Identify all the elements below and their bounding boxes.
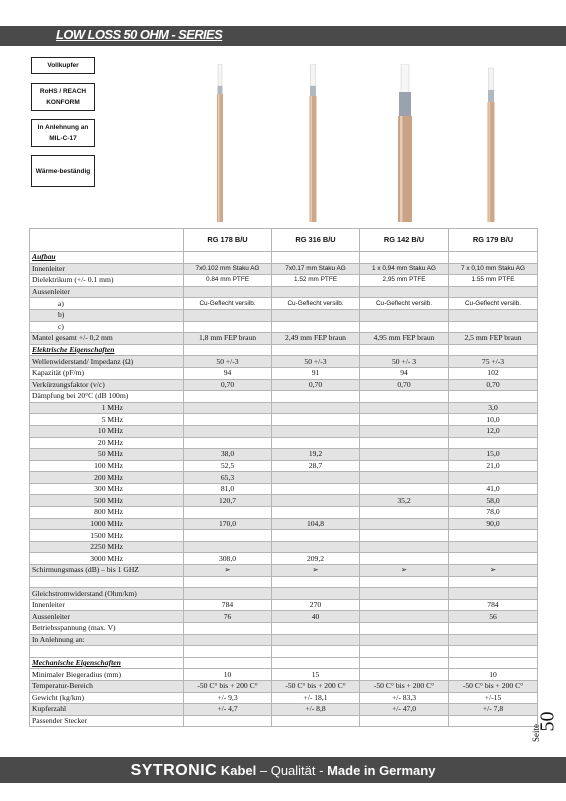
table-cell: 3,0 — [449, 402, 538, 414]
table-cell — [272, 391, 360, 403]
table-cell — [360, 391, 449, 403]
table-cell — [449, 344, 538, 356]
table-cell: 784 — [184, 599, 272, 611]
footer-text — [0, 762, 566, 780]
table-cell: +/- 83,3 — [360, 692, 449, 704]
table-cell — [184, 634, 272, 646]
table-cell: 120,7 — [184, 495, 272, 507]
table-cell: 2,95 mm PTFE — [360, 275, 449, 287]
row-label: a) — [30, 298, 184, 310]
table-cell: -50 C° bis + 200 C° — [360, 680, 449, 692]
row-label: Elektrische Eigenschaften — [30, 344, 184, 356]
table-cell — [184, 507, 272, 519]
table-row — [30, 460, 538, 472]
table-row — [30, 565, 538, 577]
table-row — [30, 704, 538, 716]
table-row — [30, 275, 538, 287]
table-cell — [449, 437, 538, 449]
row-label: Passender Stecker — [30, 715, 184, 727]
row-label: Temperatur-Bereich — [30, 680, 184, 692]
table-cell — [184, 252, 272, 264]
table-row — [30, 286, 538, 298]
table-cell: 50 +/-3 — [272, 356, 360, 368]
row-label: 800 MHz — [30, 507, 184, 519]
table-cell: 308,0 — [184, 553, 272, 565]
row-label: 2250 MHz — [30, 541, 184, 553]
row-label: Minimaler Biegeradius (mm) — [30, 669, 184, 681]
table-cell: 7 x 0,10 mm Staku AG — [449, 263, 538, 275]
table-row — [30, 588, 538, 600]
column-header-rg142: RG 142 B/U — [360, 229, 449, 252]
label-box-rohs: RoHS / REACH KONFORM — [31, 83, 95, 111]
table-cell — [360, 576, 449, 588]
table-cell — [272, 576, 360, 588]
table-row — [30, 379, 538, 391]
table-cell: 65,3 — [184, 472, 272, 484]
row-label: 10 MHz — [30, 425, 184, 437]
table-cell — [272, 425, 360, 437]
table-cell: +/- 9,3 — [184, 692, 272, 704]
label-box-mil: In Anlehnung an MIL-C-17 — [31, 119, 95, 147]
table-cell: 94 — [360, 367, 449, 379]
table-cell — [360, 623, 449, 635]
table-cell: 50 +/- 3 — [360, 356, 449, 368]
cable-image-rg142 — [393, 64, 417, 224]
table-cell: 2,5 mm FEP braun — [449, 333, 538, 345]
table-cell — [184, 402, 272, 414]
table-cell: 52,5 — [184, 460, 272, 472]
cable-image-rg178 — [213, 64, 227, 224]
table-cell: 0,70 — [184, 379, 272, 391]
row-label: 20 MHz — [30, 437, 184, 449]
table-cell — [272, 623, 360, 635]
section-header-row — [30, 344, 538, 356]
table-cell: Cu-Geflecht versilb. — [360, 298, 449, 310]
table-row — [30, 530, 538, 542]
table-cell: 15 — [272, 669, 360, 681]
footer-made-in-germany: Made in Germany — [327, 763, 436, 778]
table-row — [30, 692, 538, 704]
row-label: Gleichstromwiderstand (Ohm/km) — [30, 588, 184, 600]
table-cell — [449, 391, 538, 403]
row-label: Mechanische Eigenschaften — [30, 657, 184, 669]
table-cell — [272, 472, 360, 484]
table-cell: 91 — [272, 367, 360, 379]
row-label: Wellenwiderstand/ Impedanz (Ω) — [30, 356, 184, 368]
table-cell — [449, 541, 538, 553]
table-row — [30, 680, 538, 692]
page-title: LOW LOSS 50 OHM - SERIES — [56, 27, 223, 42]
table-cell — [360, 588, 449, 600]
table-cell: 209,2 — [272, 553, 360, 565]
header-empty-cell — [30, 229, 184, 252]
table-row — [30, 576, 538, 588]
table-cell — [184, 530, 272, 542]
page-number-value: 50 — [536, 711, 559, 732]
table-cell: 1.55 mm PTFE — [449, 275, 538, 287]
table-cell — [184, 321, 272, 333]
row-label: Kupferzahl — [30, 704, 184, 716]
table-row — [30, 437, 538, 449]
table-cell — [184, 576, 272, 588]
table-cell — [449, 553, 538, 565]
table-cell — [360, 634, 449, 646]
table-cell — [184, 646, 272, 658]
table-cell: 35,2 — [360, 495, 449, 507]
footer-kabel: Kabel — [217, 763, 257, 778]
table-cell — [184, 588, 272, 600]
table-cell — [360, 657, 449, 669]
table-cell — [272, 483, 360, 495]
table-cell — [360, 309, 449, 321]
table-cell: 41,0 — [449, 483, 538, 495]
table-row — [30, 541, 538, 553]
row-label: Innenleiter — [30, 599, 184, 611]
table-cell — [360, 483, 449, 495]
column-header-rg178: RG 178 B/U — [184, 229, 272, 252]
table-cell: +/- 47,0 — [360, 704, 449, 716]
table-cell: 78,0 — [449, 507, 538, 519]
label-box-vollkupfer: Vollkupfer — [31, 57, 95, 74]
row-label: Aufbau — [30, 252, 184, 264]
table-cell: 0.84 mm PTFE — [184, 275, 272, 287]
table-cell — [360, 715, 449, 727]
table-cell: Cu-Geflecht versilb. — [272, 298, 360, 310]
table-row — [30, 472, 538, 484]
table-cell — [360, 449, 449, 461]
table-cell: ➢ — [449, 565, 538, 577]
table-cell — [360, 460, 449, 472]
row-label: 1 MHz — [30, 402, 184, 414]
table-row — [30, 414, 538, 426]
table-row — [30, 553, 538, 565]
table-cell — [272, 530, 360, 542]
table-cell — [272, 507, 360, 519]
table-cell: -50 C° bis + 200 C° — [272, 680, 360, 692]
table-cell: 1 x 0,94 mm Staku AG — [360, 263, 449, 275]
table-cell — [449, 309, 538, 321]
table-row — [30, 518, 538, 530]
table-cell — [184, 344, 272, 356]
table-cell — [360, 553, 449, 565]
table-cell: 58,0 — [449, 495, 538, 507]
table-cell: 1.52 mm PTFE — [272, 275, 360, 287]
table-cell — [360, 518, 449, 530]
table-cell — [360, 437, 449, 449]
table-cell — [360, 414, 449, 426]
table-cell: ➢ — [272, 565, 360, 577]
spec-table — [29, 228, 538, 727]
row-label: Aussenleiter — [30, 286, 184, 298]
table-cell — [449, 623, 538, 635]
brand-logo: SYTRONIC — [130, 762, 218, 779]
row-label: 200 MHz — [30, 472, 184, 484]
row-label: Aussenleiter — [30, 611, 184, 623]
table-cell — [272, 646, 360, 658]
table-row — [30, 309, 538, 321]
table-cell: Cu-Geflecht versilb. — [449, 298, 538, 310]
table-cell — [184, 437, 272, 449]
row-label: c) — [30, 321, 184, 333]
table-cell — [360, 530, 449, 542]
header-bar — [0, 26, 566, 46]
table-cell — [360, 344, 449, 356]
row-label: 500 MHz — [30, 495, 184, 507]
table-row — [30, 321, 538, 333]
table-cell — [272, 414, 360, 426]
table-cell: 12,0 — [449, 425, 538, 437]
table-cell — [360, 599, 449, 611]
table-cell — [272, 402, 360, 414]
table-cell: +/- 7,8 — [449, 704, 538, 716]
row-label: Schirmungsmass (dB) – bis 1 GHZ — [30, 565, 184, 577]
table-row — [30, 333, 538, 345]
table-cell: 10,0 — [449, 414, 538, 426]
table-cell: ➢ — [360, 565, 449, 577]
table-cell — [184, 286, 272, 298]
table-cell: 19,2 — [272, 449, 360, 461]
table-cell — [184, 414, 272, 426]
table-cell — [272, 321, 360, 333]
table-row — [30, 715, 538, 727]
table-cell — [449, 634, 538, 646]
table-cell — [272, 437, 360, 449]
table-cell — [360, 402, 449, 414]
table-row — [30, 634, 538, 646]
page-label: Seite — [531, 724, 541, 742]
page-number — [532, 700, 566, 750]
row-label: 50 MHz — [30, 449, 184, 461]
row-label: Dämpfung bei 20°C (dB 100m) — [30, 391, 184, 403]
footer-qualitaet: – Qualität - — [256, 763, 328, 778]
section-header-row — [30, 252, 538, 264]
row-label: Dielektrikum (+/- 0.1 mm) — [30, 275, 184, 287]
table-cell — [360, 611, 449, 623]
table-cell: 102 — [449, 367, 538, 379]
table-cell — [360, 507, 449, 519]
table-cell: Cu-Geflecht versilb. — [184, 298, 272, 310]
table-cell — [449, 657, 538, 669]
table-cell: 4,95 mm FEP braun — [360, 333, 449, 345]
table-cell: 10 — [449, 669, 538, 681]
table-cell: +/-15 — [449, 692, 538, 704]
table-row — [30, 599, 538, 611]
row-label: 300 MHz — [30, 483, 184, 495]
row-label: Verkürzungsfaktor (v/c) — [30, 379, 184, 391]
table-row — [30, 425, 538, 437]
table-cell: 40 — [272, 611, 360, 623]
row-label: 3000 MHz — [30, 553, 184, 565]
table-cell — [272, 495, 360, 507]
footer-bar — [0, 757, 566, 783]
table-cell — [360, 472, 449, 484]
table-cell — [360, 252, 449, 264]
table-row — [30, 367, 538, 379]
row-label: Mantel gesamt +/- 0,2 mm — [30, 333, 184, 345]
table-cell — [272, 309, 360, 321]
row-label: Gewicht (kg/km) — [30, 692, 184, 704]
table-cell — [272, 657, 360, 669]
table-cell — [449, 646, 538, 658]
table-cell: +/- 8,8 — [272, 704, 360, 716]
table-row — [30, 391, 538, 403]
table-cell: 7x0.17 mm Staku AG — [272, 263, 360, 275]
table-cell: ➢ — [184, 565, 272, 577]
table-cell: 81,0 — [184, 483, 272, 495]
table-cell: 2,49 mm FEP braun — [272, 333, 360, 345]
table-cell — [184, 541, 272, 553]
table-cell: 21,0 — [449, 460, 538, 472]
table-row — [30, 646, 538, 658]
row-label: 1000 MHz — [30, 518, 184, 530]
table-cell — [272, 634, 360, 646]
table-cell: 38,0 — [184, 449, 272, 461]
table-cell — [360, 646, 449, 658]
table-cell — [272, 252, 360, 264]
table-cell: 15,0 — [449, 449, 538, 461]
table-cell: 784 — [449, 599, 538, 611]
table-cell: 0,70 — [449, 379, 538, 391]
table-cell: 170,0 — [184, 518, 272, 530]
row-label: Kapazität (pF/m) — [30, 367, 184, 379]
table-cell: 94 — [184, 367, 272, 379]
table-cell: 50 +/-3 — [184, 356, 272, 368]
table-cell — [360, 425, 449, 437]
table-cell — [449, 588, 538, 600]
table-row — [30, 263, 538, 275]
table-cell — [272, 541, 360, 553]
table-cell — [184, 623, 272, 635]
table-row — [30, 623, 538, 635]
table-header-row — [30, 229, 538, 252]
table-cell — [360, 669, 449, 681]
table-cell — [272, 286, 360, 298]
row-label: 5 MHz — [30, 414, 184, 426]
table-row — [30, 611, 538, 623]
table-row — [30, 507, 538, 519]
table-cell: +/- 18,1 — [272, 692, 360, 704]
table-cell: 104,8 — [272, 518, 360, 530]
table-cell: 0,70 — [360, 379, 449, 391]
table-row — [30, 298, 538, 310]
row-label: Innenleiter — [30, 263, 184, 275]
row-label: b) — [30, 309, 184, 321]
row-label: Betriebsspannung (max. V) — [30, 623, 184, 635]
row-label — [30, 576, 184, 588]
cable-image-rg179 — [483, 64, 499, 224]
table-row — [30, 495, 538, 507]
table-cell — [449, 472, 538, 484]
table-cell — [272, 588, 360, 600]
table-cell: 56 — [449, 611, 538, 623]
row-label: 1500 MHz — [30, 530, 184, 542]
table-cell — [184, 715, 272, 727]
table-cell: 76 — [184, 611, 272, 623]
table-cell: 75 +/-3 — [449, 356, 538, 368]
table-cell — [272, 715, 360, 727]
column-header-rg179: RG 179 B/U — [449, 229, 538, 252]
table-cell — [449, 576, 538, 588]
column-header-rg316: RG 316 B/U — [272, 229, 360, 252]
table-cell — [184, 657, 272, 669]
table-cell — [360, 286, 449, 298]
section-header-row — [30, 657, 538, 669]
row-label — [30, 646, 184, 658]
table-cell: 7x0.102 mm Staku AG — [184, 263, 272, 275]
table-cell — [184, 391, 272, 403]
table-cell — [360, 541, 449, 553]
table-cell: 10 — [184, 669, 272, 681]
table-cell — [449, 321, 538, 333]
table-cell: -50 C° bis + 200 C° — [449, 680, 538, 692]
table-cell — [184, 309, 272, 321]
table-cell — [449, 252, 538, 264]
table-row — [30, 449, 538, 461]
table-cell: 90,0 — [449, 518, 538, 530]
table-cell: +/- 4,7 — [184, 704, 272, 716]
table-cell: 270 — [272, 599, 360, 611]
table-row — [30, 483, 538, 495]
table-cell: 0,70 — [272, 379, 360, 391]
table-cell: -50 C° bis + 200 C° — [184, 680, 272, 692]
table-cell — [449, 286, 538, 298]
table-cell — [360, 321, 449, 333]
row-label: 100 MHz — [30, 460, 184, 472]
table-cell — [449, 530, 538, 542]
table-cell — [449, 715, 538, 727]
cable-image-rg316 — [305, 64, 321, 224]
table-cell — [272, 344, 360, 356]
table-cell: 1,8 mm FEP braun — [184, 333, 272, 345]
label-box-waermebestaendig: Wärme-beständig — [31, 155, 95, 187]
table-row — [30, 669, 538, 681]
table-cell: 28,7 — [272, 460, 360, 472]
table-row — [30, 402, 538, 414]
row-label: In Anlehnung an: — [30, 634, 184, 646]
table-row — [30, 356, 538, 368]
table-cell — [184, 425, 272, 437]
